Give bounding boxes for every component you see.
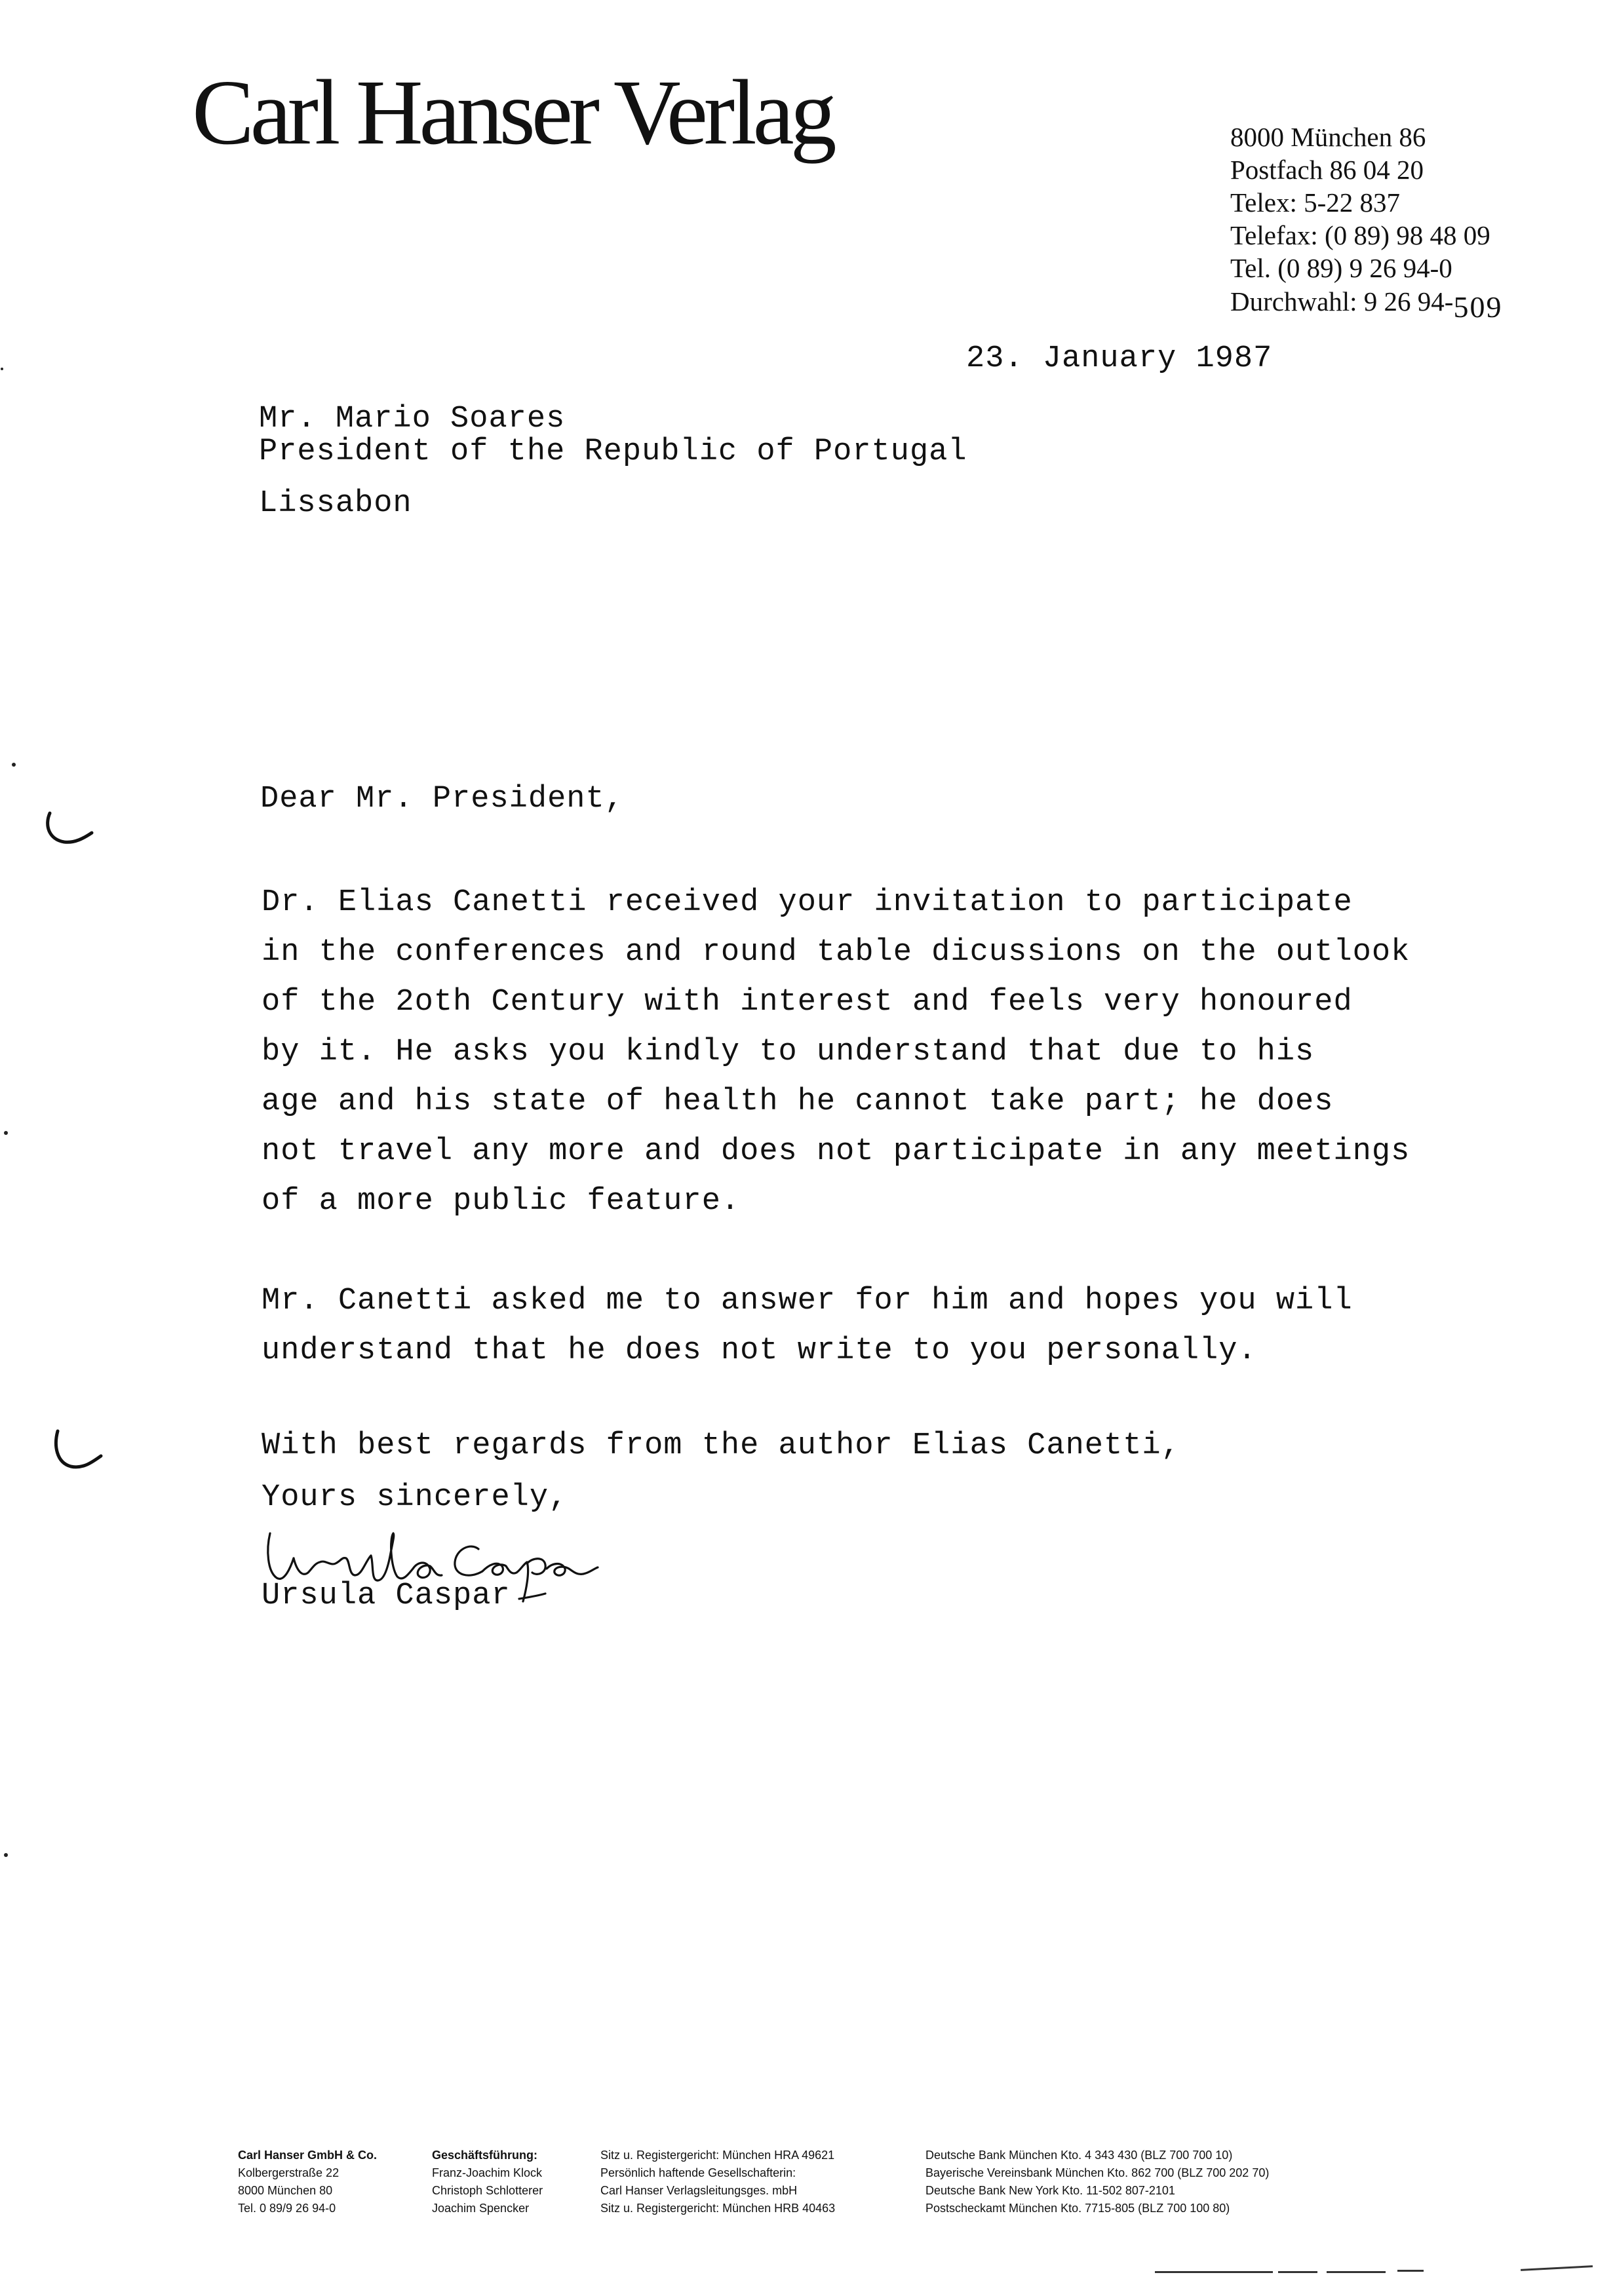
footer-bank-column xyxy=(925,2147,1269,2217)
letter-body xyxy=(262,878,1410,1376)
footer-line: Kolbergerstraße 22 xyxy=(238,2166,340,2179)
footer-company-column xyxy=(238,2147,377,2217)
footer-line: Sitz u. Registergericht: München HRA 49621 xyxy=(600,2149,835,2162)
scan-edge-line xyxy=(1278,2271,1317,2273)
salutation: Dear Mr. President, xyxy=(260,782,624,816)
recipient-name: Mr. Mario Soares xyxy=(259,402,566,436)
body-line: by it. He asks you kindly to understand that due to his xyxy=(262,1035,1315,1069)
signer-name: Ursula Caspar xyxy=(262,1578,511,1613)
body-line: in the conferences and round table dicussions on the outlook xyxy=(262,935,1411,970)
footer-line: Sitz u. Registergericht: München HRB 40463 xyxy=(600,2202,836,2215)
footer-line: Joachim Spencker xyxy=(432,2202,530,2215)
footer-line: Bayerische Vereinsbank München Kto. 862 700 (BLZ 700 202 70) xyxy=(925,2166,1270,2179)
footer-line: Christoph Schlotterer xyxy=(432,2184,543,2197)
letter-date: 23. January 1987 xyxy=(966,341,1273,376)
margin-hook-mark xyxy=(38,809,97,849)
address-line: 8000 München 86 xyxy=(1230,122,1426,152)
body-line: age and his state of health he cannot take part; he does xyxy=(262,1084,1334,1119)
footer-line: Carl Hanser GmbH & Co. xyxy=(238,2149,378,2162)
scan-edge-line xyxy=(1327,2271,1386,2273)
body-line: Dr. Elias Canetti received your invitation to participate xyxy=(262,885,1353,920)
body-line: of the 2oth Century with interest and feels very honoured xyxy=(262,985,1353,1020)
footer-line: Persönlich haftende Gesellschafterin: xyxy=(600,2166,796,2179)
address-line: Tel. (0 89) 9 26 94-0 xyxy=(1230,253,1452,283)
margin-hook-mark xyxy=(49,1428,107,1474)
direct-dial-label: Durchwahl: 9 26 94- xyxy=(1230,286,1454,316)
footer-line: Deutsche Bank New York Kto. 11-502 807-2101 xyxy=(925,2184,1175,2197)
margin-dot xyxy=(12,763,16,767)
direct-dial-extension: 509 xyxy=(1453,290,1503,324)
paragraph-gap xyxy=(262,1227,1410,1276)
body-line: of a more public feature. xyxy=(262,1184,741,1219)
footer-line: Carl Hanser Verlagsleitungsges. mbH xyxy=(600,2184,798,2197)
recipient-city: Lissabon xyxy=(259,486,412,521)
address-line: Postfach 86 04 20 xyxy=(1230,155,1424,185)
margin-dot xyxy=(0,367,4,371)
footer-line: 8000 München 80 xyxy=(238,2184,333,2197)
address-line: Telex: 5-22 837 xyxy=(1230,187,1401,218)
closing-regards: With best regards from the author Elias Canetti, xyxy=(262,1428,1180,1463)
publisher-logo: Carl Hanser Verlag xyxy=(192,60,833,164)
margin-dot xyxy=(4,1131,8,1135)
scan-edge-line xyxy=(1521,2265,1593,2271)
footer-management-column xyxy=(432,2147,543,2217)
footer-line: Tel. 0 89/9 26 94-0 xyxy=(238,2202,336,2215)
recipient-title: President of the Republic of Portugal xyxy=(259,434,967,469)
footer-line: Deutsche Bank München Kto. 4 343 430 (BLZ 700 700 10) xyxy=(925,2149,1233,2162)
direct-dial-line xyxy=(1230,284,1503,324)
footer-line: Geschäftsführung: xyxy=(432,2149,538,2162)
scan-edge-line xyxy=(1155,2271,1273,2273)
address-line: Telefax: (0 89) 98 48 09 xyxy=(1230,220,1490,250)
footer-line: Postscheckamt München Kto. 7715-805 (BLZ 700 100 80) xyxy=(925,2202,1230,2215)
body-line: not travel any more and does not participate in any meetings xyxy=(262,1134,1411,1169)
body-line: Mr. Canetti asked me to answer for him and hopes you will xyxy=(262,1284,1353,1318)
margin-dot xyxy=(4,1853,8,1857)
body-line: understand that he does not write to you personally. xyxy=(262,1333,1257,1368)
scan-edge-line xyxy=(1397,2270,1424,2272)
publisher-address-block xyxy=(1230,121,1503,324)
closing-sincerely: Yours sincerely, xyxy=(262,1480,568,1515)
footer-registry-column xyxy=(600,2147,835,2217)
footer-line: Franz-Joachim Klock xyxy=(432,2166,543,2179)
